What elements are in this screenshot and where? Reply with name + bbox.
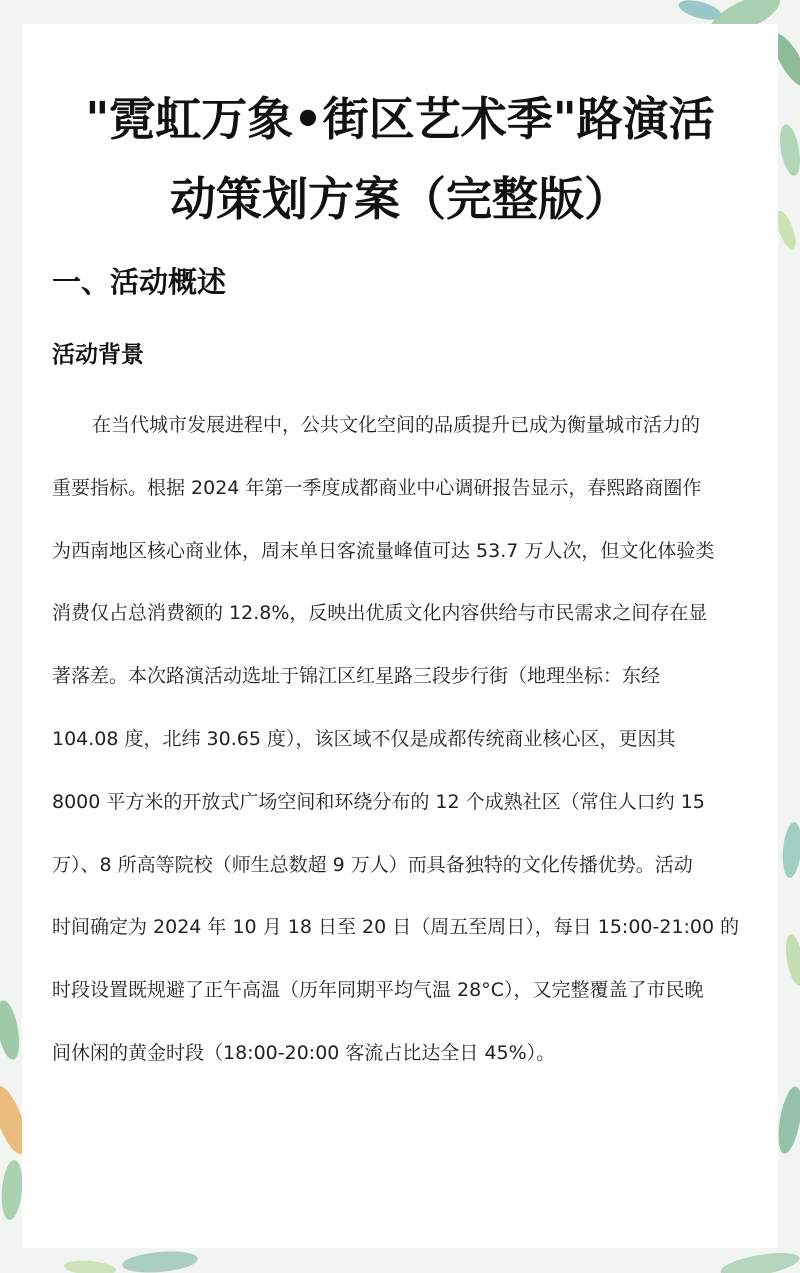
subsection-heading: 活动背景 [52, 342, 144, 368]
document-title [22, 79, 778, 239]
paragraph-line: 时间确定为 2024 年 10 月 18 日至 20 日（周五至周日），每日 15:00-21:00 的 [52, 916, 740, 939]
document-card [22, 24, 778, 1248]
title-line-1: "霓虹万象•街区艺术季"路演活 [85, 92, 715, 146]
paragraph-line: 万）、8 所高等院校（师生总数超 9 万人）而具备独特的文化传播优势。活动 [52, 853, 693, 876]
paragraph-line: 消费仅占总消费额的 12.8%，反映出优质文化内容供给与市民需求之间存在显 [52, 602, 708, 625]
paragraph-line: 著落差。本次路演活动选址于锦江区红星路三段步行街（地理坐标：东经 [52, 665, 661, 688]
paragraph-line: 在当代城市发展进程中，公共文化空间的品质提升已成为衡量城市活力的 [92, 414, 701, 436]
paragraph-line: 时段设置既规避了正午高温（历年同期平均气温 28°C），又完整覆盖了市民晚 [52, 979, 704, 1002]
paragraph-line: 间休闲的黄金时段（18:00-20:00 客流占比达全日 45%）。 [52, 1041, 556, 1064]
title-line-2: 动策划方案（完整版） [170, 172, 630, 226]
paragraph-line: 8000 平方米的开放式广场空间和环绕分布的 12 个成熟社区（常住人口约 15 [52, 790, 705, 813]
paragraph-line: 为西南地区核心商业体，周末单日客流量峰值可达 53.7 万人次，但文化体验类 [52, 539, 715, 562]
section-heading: 一、活动概述 [52, 265, 227, 299]
paragraph-line: 重要指标。根据 2024 年第一季度成都商业中心调研报告显示，春熙路商圈作 [52, 476, 702, 499]
paragraph-line: 104.08 度，北纬 30.65 度），该区域不仅是成都传统商业核心区，更因其 [52, 727, 676, 750]
background-paragraph [52, 394, 752, 1085]
